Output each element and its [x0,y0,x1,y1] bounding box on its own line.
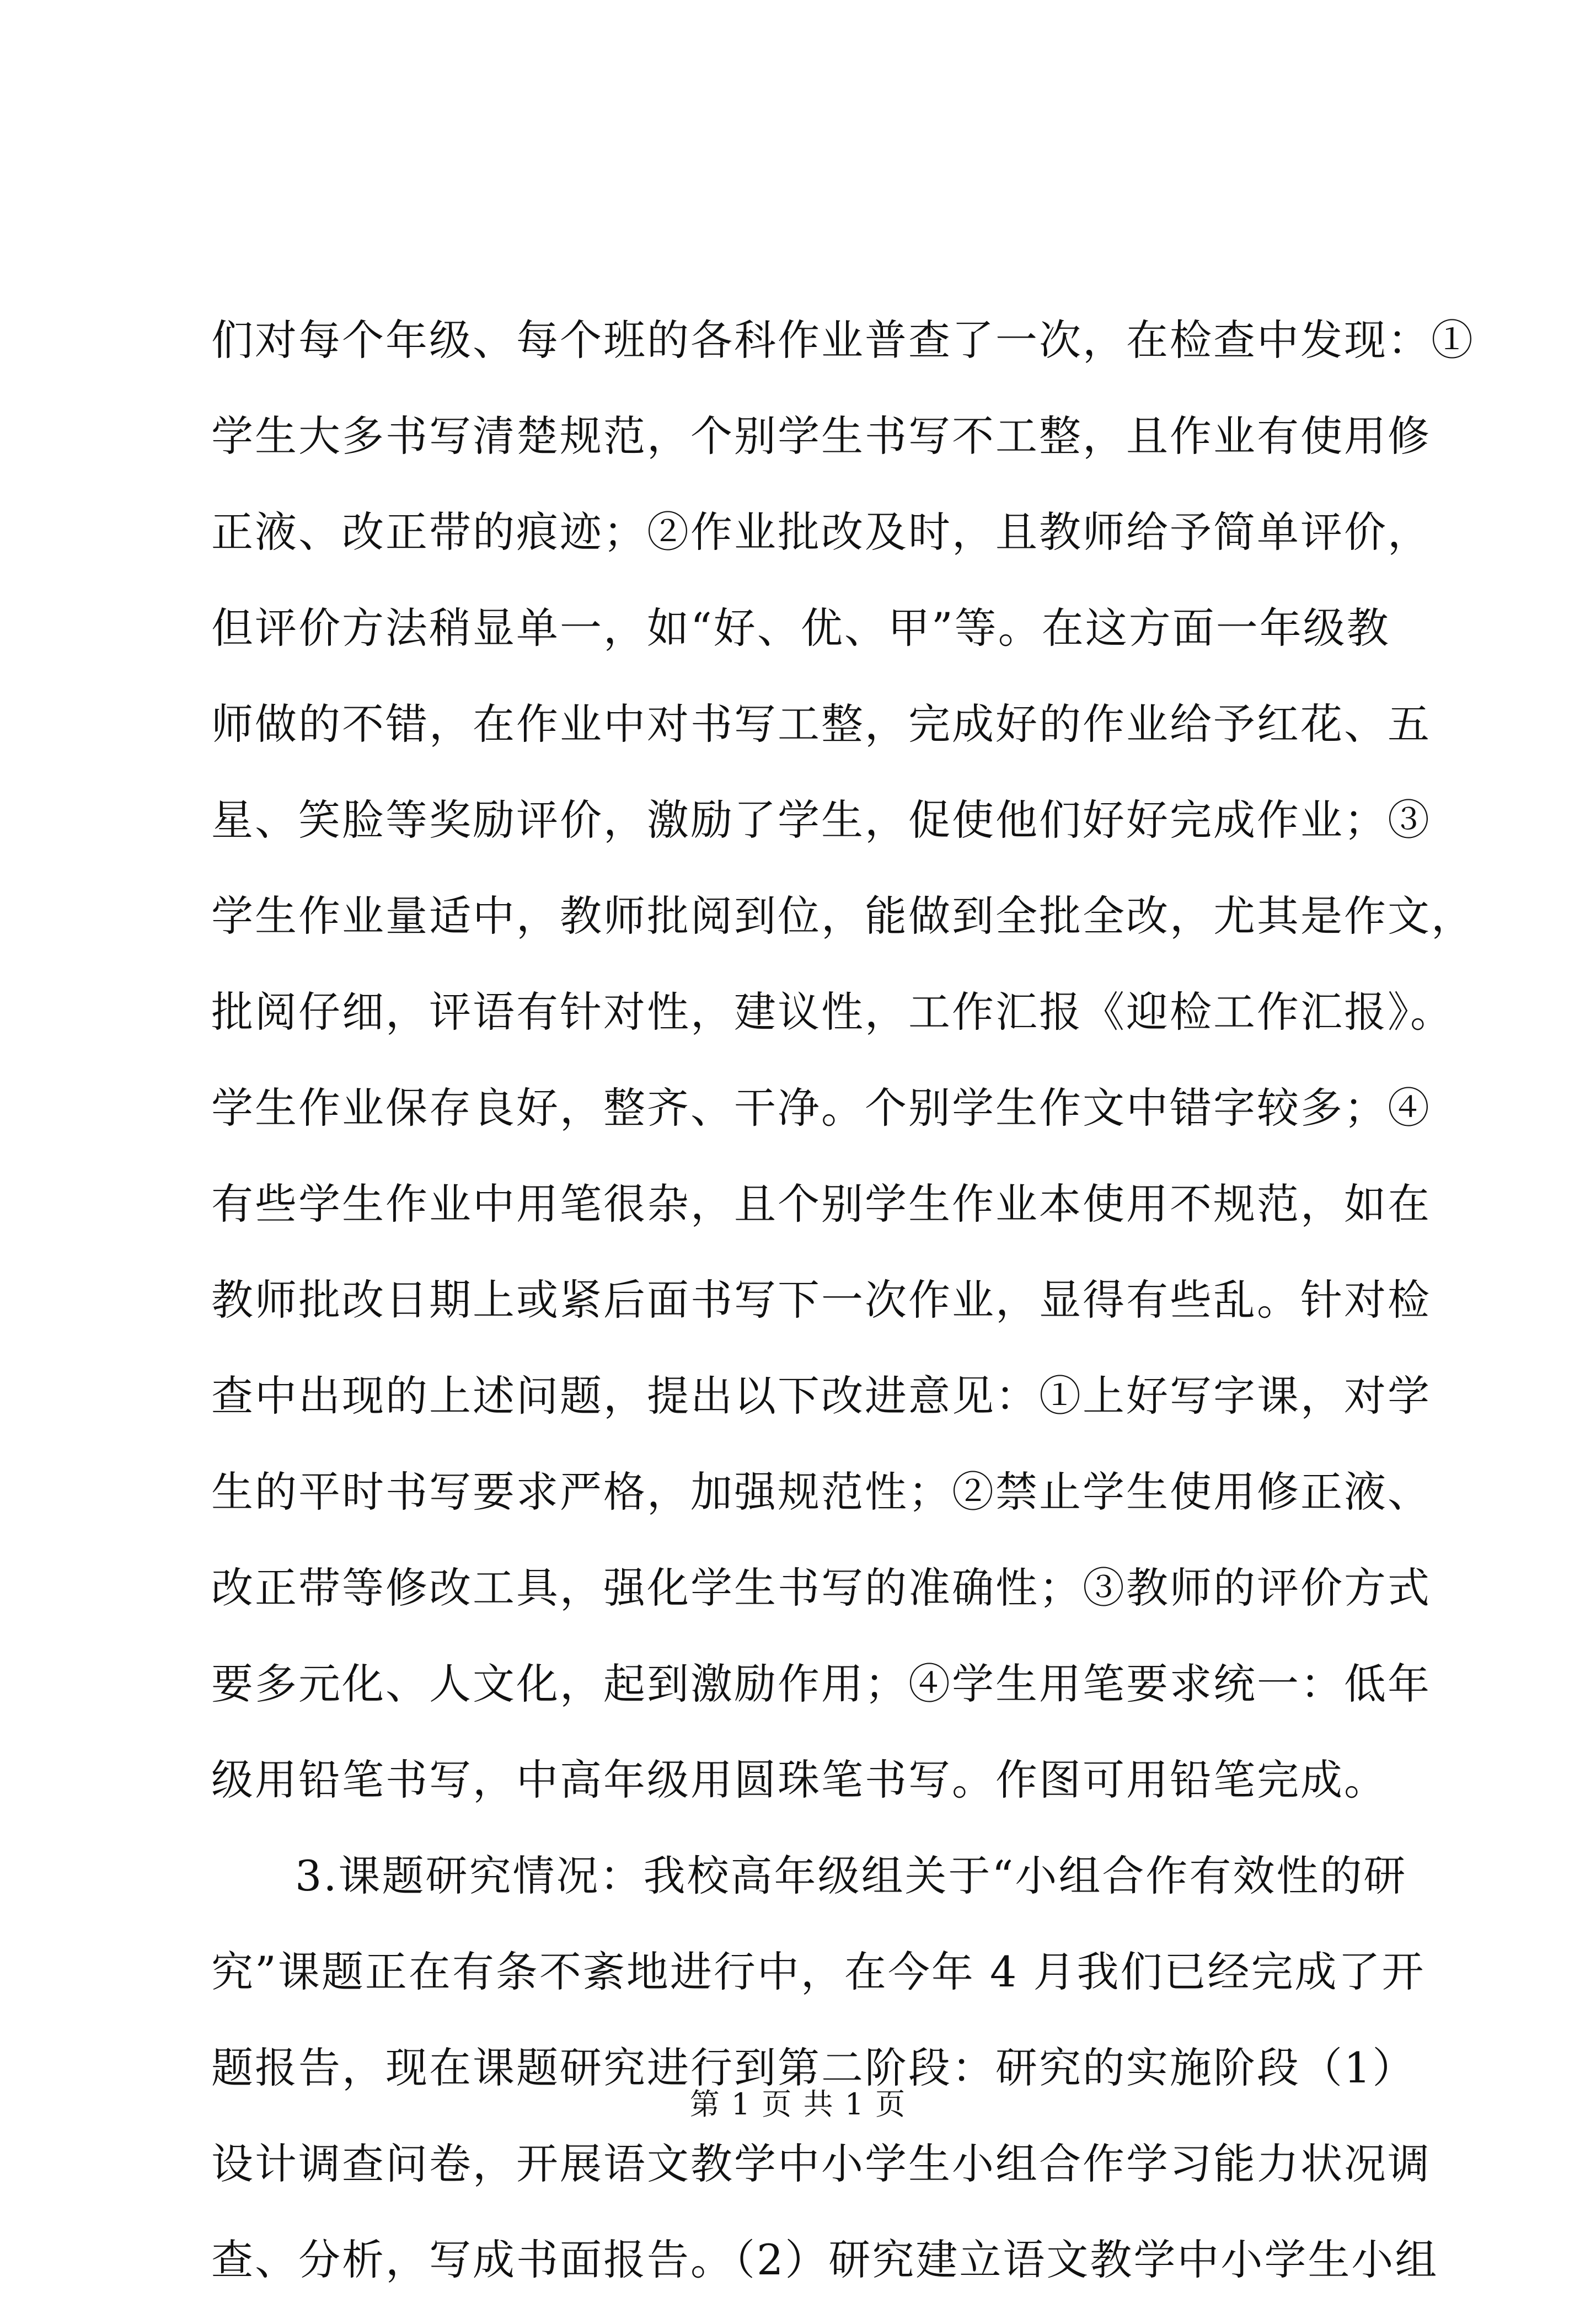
text-line: 师做的不错，在作业中对书写工整，完成好的作业给予红花、五 [211,699,1431,749]
paragraph-start-line: 3.课题研究情况：我校高年级组关于“小组合作有效性的研 [295,1851,1407,1900]
text-line: 学生大多书写清楚规范，个别学生书写不工整，且作业有使用修 [211,412,1431,461]
text-line: 正液、改正带的痕迹；②作业批改及时，且教师给予简单评价， [211,507,1431,557]
text-line: 查中出现的上述问题，提出以下改进意见：①上好写字课，对学 [211,1371,1431,1420]
text-line: 生的平时书写要求严格，加强规范性；②禁止学生使用修正液、 [211,1467,1431,1516]
text-line: 题报告，现在课题研究进行到第二阶段：研究的实施阶段（1） [211,2043,1416,2092]
text-line: 有些学生作业中用笔很杂，且个别学生作业本使用不规范，如在 [211,1179,1431,1228]
text-line: 星、笑脸等奖励评价，激励了学生，促使他们好好完成作业；③ [211,795,1431,845]
text-line: 批阅仔细，评语有针对性，建议性，工作汇报《迎检工作汇报》。 [211,987,1454,1037]
text-line: 究”课题正在有条不紊地进行中，在今年 4 月我们已经完成了开 [211,1947,1426,1996]
text-line: 查、分析，写成书面报告。（2）研究建立语文教学中小学生小组 [211,2235,1439,2284]
text-line: 但评价方法稍显单一，如“好、优、甲”等。在这方面一年级教 [211,603,1390,653]
page-footer [0,2085,1596,2124]
text-line: 改正带等修改工具，强化学生书写的准确性；③教师的评价方式 [211,1563,1431,1612]
page-number: 第 1 页 共 1 页 [689,2087,907,2122]
text-line: 要多元化、人文化，起到激励作用；④学生用笔要求统一：低年 [211,1659,1431,1708]
text-line: 学生作业保存良好，整齐、干净。个别学生作文中错字较多；④ [211,1083,1431,1132]
text-line: 教师批改日期上或紧后面书写下一次作业，显得有些乱。针对检 [211,1275,1431,1324]
document-body [211,292,1475,2308]
text-line: 级用铅笔书写，中高年级用圆珠笔书写。作图可用铅笔完成。 [211,1755,1388,1804]
text-line: 设计调查问卷，开展语文教学中小学生小组合作学习能力状况调 [211,2139,1431,2188]
text-line: 们对每个年级、每个班的各科作业普查了一次，在检查中发现：① [211,316,1475,365]
text-line: 学生作业量适中，教师批阅到位，能做到全批全改，尤其是作文， [211,891,1475,941]
